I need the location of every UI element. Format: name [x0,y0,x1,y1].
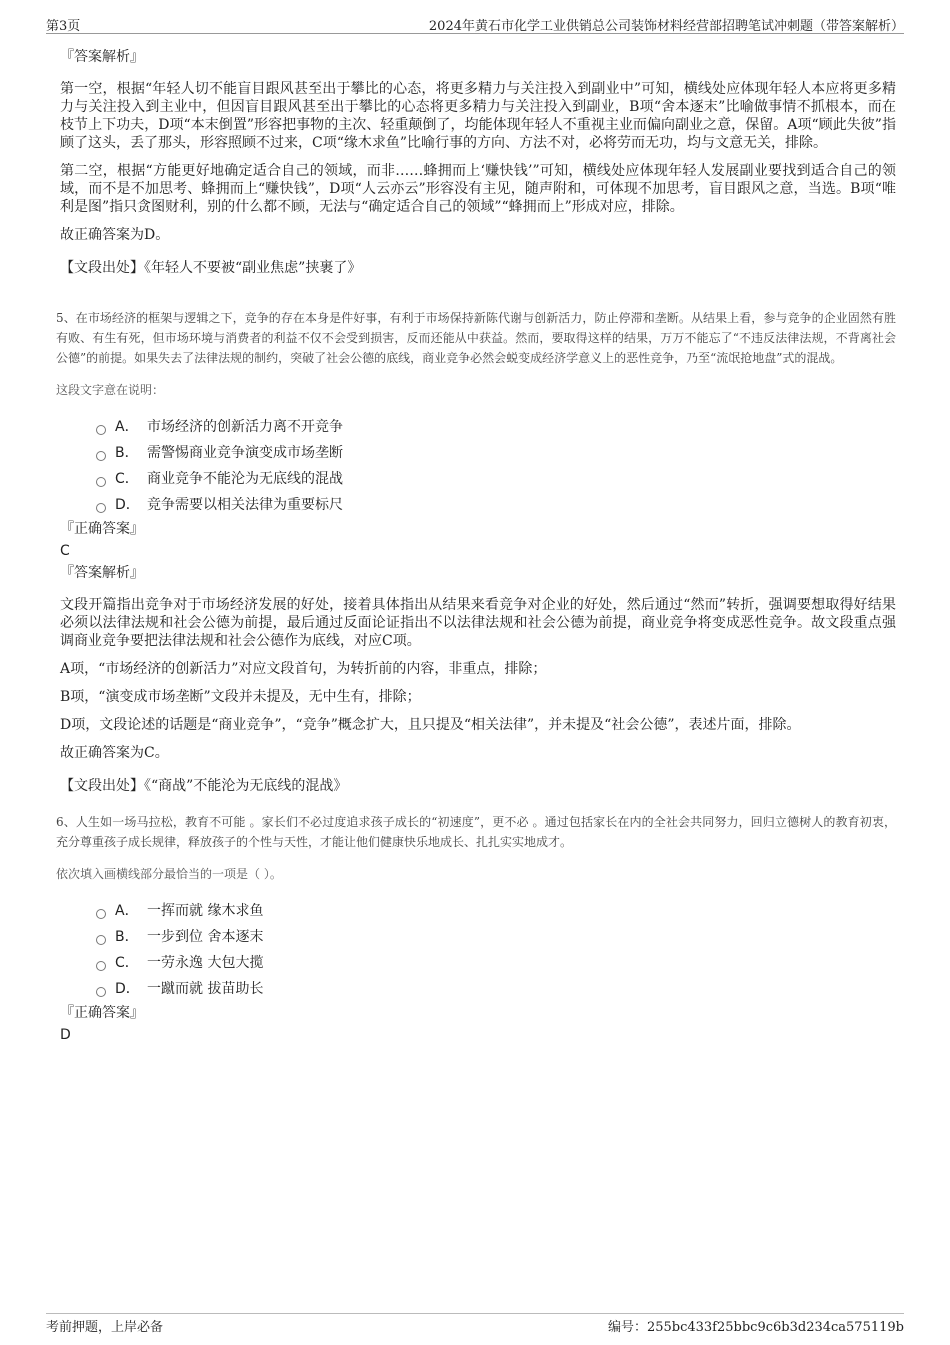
option-text: 商业竞争不能沦为无底线的混战 [147,471,343,487]
option-c[interactable] [96,466,896,492]
radio-icon[interactable] [96,477,106,487]
question-prompt: 这段文字意在说明： [56,383,165,397]
radio-icon[interactable] [96,425,106,435]
option-letter: C． [115,471,139,487]
radio-icon[interactable] [96,503,106,513]
option-text: 需警惕商业竞争演变成市场垄断 [147,445,343,461]
analysis-paragraph: 第二空，根据“方能更好地确定适合自己的领域，而非……蜂拥而上‘赚快钱’”可知，横线处应体现年轻人发展副业要找到适合自己的领域，而不是不加思考、蜂拥而上“赚快钱”，D项“人云亦云”形容没有主见，随声附和，可体现不加思考，盲目跟风之意，当选。B项“唯利是图”指只贪图财利，别的什么都不顾，无法与“确定适合自己的领域”“蜂拥而上”形成对应，排除。 [60,163,896,215]
radio-icon[interactable] [96,987,106,997]
question-5 [56,308,896,796]
analysis-paragraph: 文段开篇指出竞争对于市场经济发展的好处，接着具体指出从结果来看竞争对企业的好处，然后通过“然而”转折，强调要想取得好结果必须以法律法规和社会公德为前提，最后通过反面论证指出不以法律法规和社会公德为前提，商业竞争将变成恶性竞争。故文段重点强调商业竞争要把法律法规和社会公德作为底线，对应C项。 [60,597,896,649]
option-b[interactable] [96,440,896,466]
footer-slogan: 考前押题，上岸必备 [46,1320,164,1335]
analysis-label: 『答案解析』 [60,49,144,65]
radio-icon[interactable] [96,909,106,919]
serial-number: 编号：255bc433f25bbc9c6b3d234ca575119b [607,1320,904,1335]
correct-answer: D [60,1027,71,1043]
document-title: 2024年黄石市化学工业供销总公司装饰材料经营部招聘笔试冲刺题（带答案解析） [428,19,904,34]
option-list [96,898,896,1002]
page-content [56,42,896,1046]
radio-icon[interactable] [96,935,106,945]
page-header [46,13,904,34]
page-number: 第3页 [46,19,81,34]
analysis-conclusion: 故正确答案为D。 [60,227,170,243]
option-letter: B． [115,445,139,461]
analysis-conclusion: 故正确答案为C。 [60,745,169,761]
option-d[interactable] [96,492,896,518]
option-list [96,414,896,518]
answer-label: 『正确答案』 [60,521,144,537]
source-citation: 【文段出处】《“商战”不能沦为无底线的混战》 [60,778,348,794]
option-letter: D． [115,497,140,513]
analysis-paragraph: B项，“演变成市场垄断”文段并未提及，无中生有，排除； [60,689,421,705]
correct-answer: C [60,543,70,559]
question-6 [56,812,896,1046]
source-citation: 【文段出处】《年轻人不要被“副业焦虑”挟裹了》 [60,260,362,276]
q4-tail [56,46,896,278]
option-letter: D． [115,981,140,997]
option-text: 市场经济的创新活力离不开竞争 [147,419,343,435]
option-text: 一挥而就 缘木求鱼 [147,903,264,919]
analysis-label: 『答案解析』 [60,565,144,581]
option-a[interactable] [96,414,896,440]
option-text: 竞争需要以相关法律为重要标尺 [147,497,343,513]
option-letter: A． [115,903,139,919]
answer-label: 『正确答案』 [60,1005,144,1021]
question-prompt: 依次填入画横线部分最恰当的一项是（ ）。 [56,867,282,881]
analysis-paragraph: A项，“市场经济的创新活力”对应文段首句，为转折前的内容，非重点，排除； [60,661,547,677]
option-letter: C． [115,955,139,971]
option-letter: B． [115,929,139,945]
option-letter: A． [115,419,139,435]
option-text: 一蹴而就 拔苗助长 [147,981,264,997]
question-text: 6、人生如一场马拉松，教育不可能 。家长们不必过度追求孩子成长的“初速度”，更不必 。通过包括家长在内的全社会共同努力，回归立德树人的教育初衷，充分尊重孩子成长规律，释放孩子的个性与天性，才能让他们健康快乐地成长、扎扎实实地成才。 [56,815,896,849]
option-b[interactable] [96,924,896,950]
option-d[interactable] [96,976,896,1002]
analysis-paragraph: 第一空，根据“年轻人切不能盲目跟风甚至出于攀比的心态，将更多精力与关注投入到副业中”可知，横线处应体现年轻人本应将更多精力与关注投入到主业中，但因盲目跟风甚至出于攀比的心态将更多精力与关注投入到副业，B项“舍本逐末”比喻做事情不抓根本，而在枝节上下功夫，D项“本末倒置”形容把事物的主次、轻重颠倒了，均能体现年轻人不重视主业而偏向副业之意，保留。A项“顾此失彼”指顾了这头，丢了那头，形容照顾不过来，C项“缘木求鱼”比喻行事的方向、方法不对，必将劳而无功，均与文意无关，排除。 [60,81,896,151]
option-c[interactable] [96,950,896,976]
analysis-paragraph: D项，文段论述的话题是“商业竞争”，“竞争”概念扩大，且只提及“相关法律”，并未提及“社会公德”，表述片面，排除。 [60,717,801,733]
option-text: 一步到位 舍本逐末 [147,929,264,945]
radio-icon[interactable] [96,451,106,461]
question-text: 5、在市场经济的框架与逻辑之下，竞争的存在本身是件好事，有利于市场保持新陈代谢与创新活力，防止停滞和垄断。从结果上看，参与竞争的企业固然有胜有败、有生有死，但市场环境与消费者的利益不仅不会受到损害，反而还能从中获益。然而，要取得这样的结果，万万不能忘了“不违反法律法规，不背离社会公德”的前提。如果失去了法律法规的制约，突破了社会公德的底线，商业竞争必然会蜕变成经济学意义上的恶性竞争，乃至“流氓抢地盘”式的混战。 [56,311,896,365]
radio-icon[interactable] [96,961,106,971]
option-text: 一劳永逸 大包大揽 [147,955,264,971]
option-a[interactable] [96,898,896,924]
page-footer [46,1313,904,1334]
